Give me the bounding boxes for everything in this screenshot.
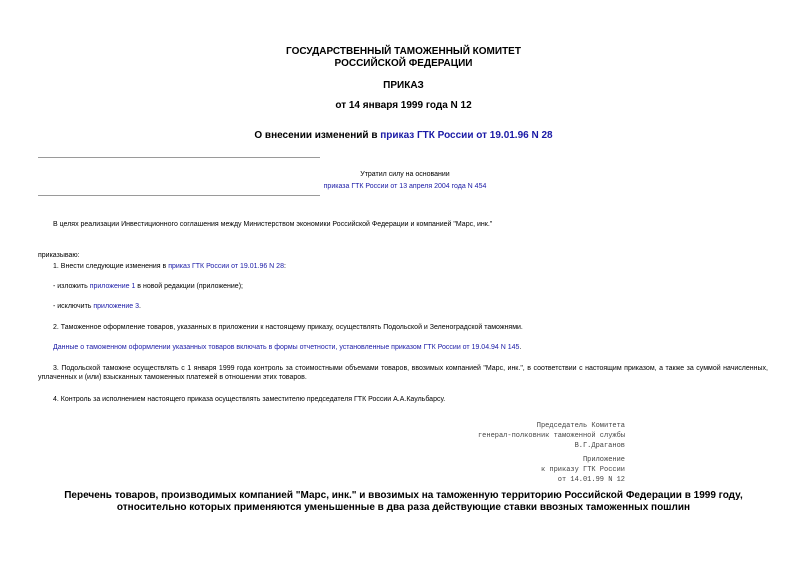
item-1-text: 1. Внести следующие изменения в [53,263,169,270]
issuer-line-1: ГОСУДАРСТВЕННЫЙ ТАМОЖЕННЫЙ КОМИТЕТ [286,46,521,57]
item-2-note-suffix: . [519,344,522,351]
status-line: Утратил силу на основании [360,171,450,178]
status-link-wrapper [200,182,610,191]
item-3: 3. Подольской таможне осуществлять с 1 января 1999 года контроль за стоимостными объемами товаров, ввозимых компанией "Марс, инк.", в соответствии с настоящим приказом, а также за суммой начисленных, уплаченных и (или) взысканных таможенных платежей в отношении этих товаров. [38,365,768,381]
subitem-1 [53,282,773,291]
divider-bottom [38,195,320,196]
item-1-link[interactable]: приказ ГТК России от 19.01.96 N 28 [168,263,284,270]
document-subject [0,130,807,142]
subitem-1-text: - изложить [53,283,90,290]
signature-line-1: Председатель Комитета [536,422,625,430]
signature-line-2: генерал-полковник таможенной службы [477,432,625,440]
item-1 [53,262,773,271]
appendix-1-link[interactable]: приложение 1 [89,283,136,290]
item-2-note [53,343,773,352]
document-date-number: от 14 января 1999 года N 12 [335,100,472,111]
subject-link[interactable]: приказ ГТК России от 19.01.96 N 28 [380,130,553,141]
document-type: ПРИКАЗ [383,80,424,91]
appendix-line-3: от 14.01.99 N 12 [557,476,625,484]
appendix-line-1: Приложение [582,456,625,464]
item-1-suffix: : [283,263,286,270]
reporting-order-link[interactable]: Данные о таможенном оформлении указанных товаров включать в формы отчетности, установленные приказом ГТК России от 19.04.94 N 145 [53,344,520,351]
divider-top [38,157,320,158]
appendix-3-link[interactable]: приложение 3 [93,303,140,310]
subitem-1-suffix: в новой редакции (приложение); [135,283,243,290]
item-2: 2. Таможенное оформление товаров, указанных в приложении к настоящему приказу, осуществлять Подольской и Зеленоградской таможнями. [53,324,523,331]
subitem-2-text: - исключить [53,303,94,310]
subject-text: О внесении изменений в [254,130,381,141]
appendix-line-2: к приказу ГТК России [540,466,625,474]
signature-line-3: В.Г.Драганов [574,442,625,450]
subitem-2 [53,302,773,311]
orders-word: приказываю: [38,252,80,259]
issuer-line-2: РОССИЙСКОЙ ФЕДЕРАЦИИ [334,58,473,69]
goods-list-title: Перечень товаров, производимых компанией "Марс, инк." и ввозимых на таможенную территорию Российской Федерации в 1999 году, относительно которых применяются уменьшенные в два раза действующие ставки ввозных таможенных пошлин [64,490,743,513]
repeal-order-link[interactable]: приказа ГТК России от 13 апреля 2004 года N 454 [323,183,487,190]
subitem-2-suffix: . [139,303,141,310]
preamble: В целях реализации Инвестиционного соглашения между Министерством экономики Российской Федерации и компанией "Марс, инк." [53,221,493,228]
item-4: 4. Контроль за исполнением настоящего приказа осуществлять заместителю председателя ГТК России А.А.Каульбарсу. [53,396,446,403]
